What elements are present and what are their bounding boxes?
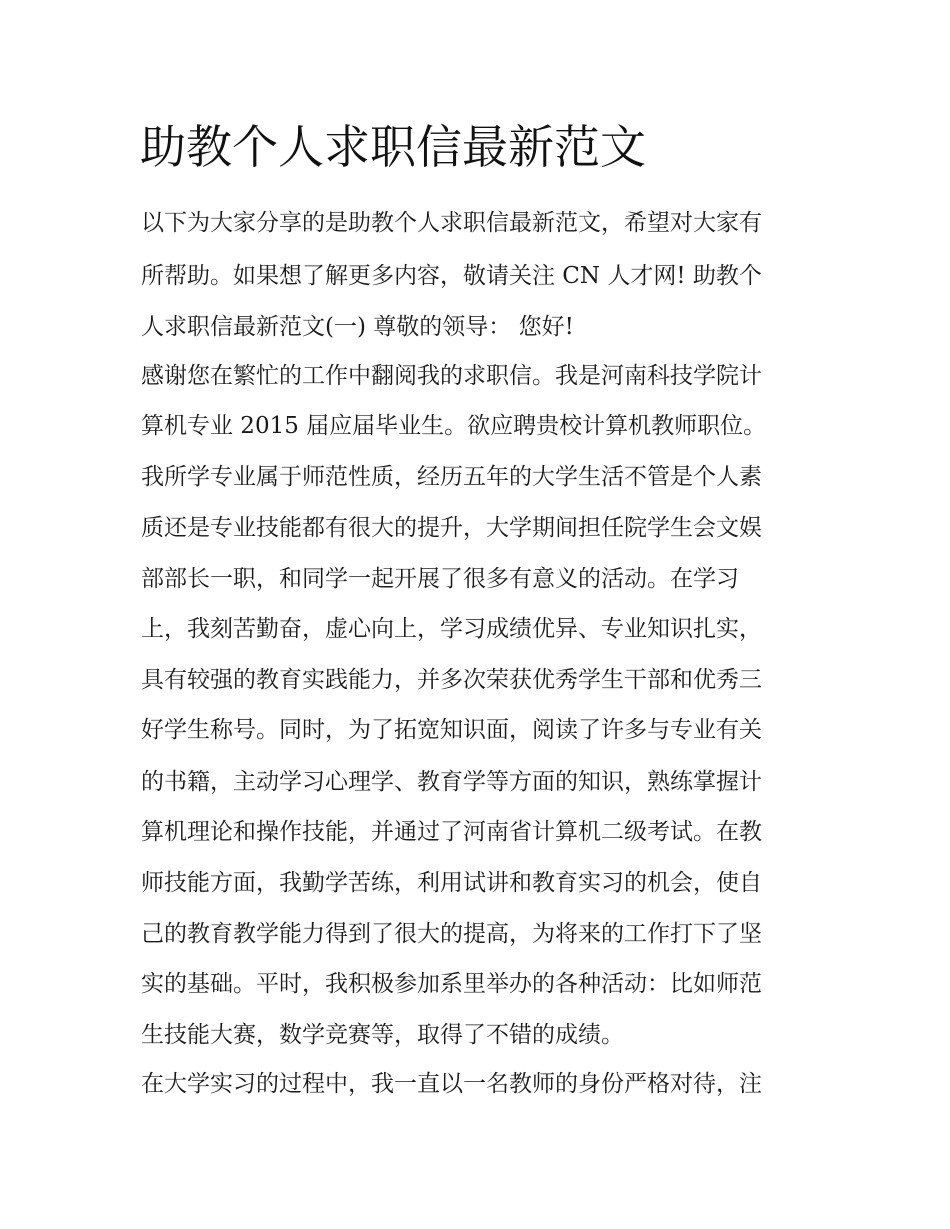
body-text-line: 生技能大赛，数学竞赛等，取得了不错的成绩。 bbox=[141, 1022, 624, 1048]
body-text-line: 师技能方面，我勤学苦练，利用试讲和教育实习的机会，使自 bbox=[141, 870, 762, 896]
body-text-line: 感谢您在繁忙的工作中翻阅我的求职信。我是河南科技学院计 bbox=[141, 363, 762, 389]
document-title: 助教个人求职信最新范文 bbox=[140, 120, 646, 174]
body-text-line: 我所学专业属于师范性质，经历五年的大学生活不管是个人素 bbox=[141, 464, 762, 490]
body-text-line: 所帮助。如果想了解更多内容，敬请关注 CN 人才网! 助教个 bbox=[141, 263, 762, 289]
body-text-line: 算机理论和操作技能，并通过了河南省计算机二级考试。在教 bbox=[141, 819, 762, 845]
body-text-line: 好学生称号。同时，为了拓宽知识面，阅读了许多与专业有关 bbox=[141, 717, 762, 743]
body-text-line: 算机专业 2015 届应届毕业生。欲应聘贵校计算机教师职位。 bbox=[141, 413, 767, 439]
body-text-line: 部部长一职，和同学一起开展了很多有意义的活动。在学习 bbox=[141, 566, 739, 592]
body-text-line: 的书籍，主动学习心理学、教育学等方面的知识，熟练掌握计 bbox=[141, 769, 762, 795]
body-text-line: 上，我刻苦勤奋，虚心向上，学习成绩优异、专业知识扎实， bbox=[141, 616, 762, 642]
body-text-line: 以下为大家分享的是助教个人求职信最新范文，希望对大家有 bbox=[141, 210, 762, 236]
body-text-line: 己的教育教学能力得到了很大的提高，为将来的工作打下了坚 bbox=[141, 921, 762, 947]
body-text-line: 具有较强的教育实践能力，并多次荣获优秀学生干部和优秀三 bbox=[141, 667, 762, 693]
body-text-line: 在大学实习的过程中，我一直以一名教师的身份严格对待，注 bbox=[141, 1071, 762, 1097]
body-text-line: 人求职信最新范文(一) 尊敬的领导： 您好! bbox=[141, 314, 574, 340]
body-text-line: 实的基础。平时，我积极参加系里举办的各种活动：比如师范 bbox=[141, 971, 762, 997]
body-text-line: 质还是专业技能都有很大的提升，大学期间担任院学生会文娱 bbox=[141, 515, 762, 541]
